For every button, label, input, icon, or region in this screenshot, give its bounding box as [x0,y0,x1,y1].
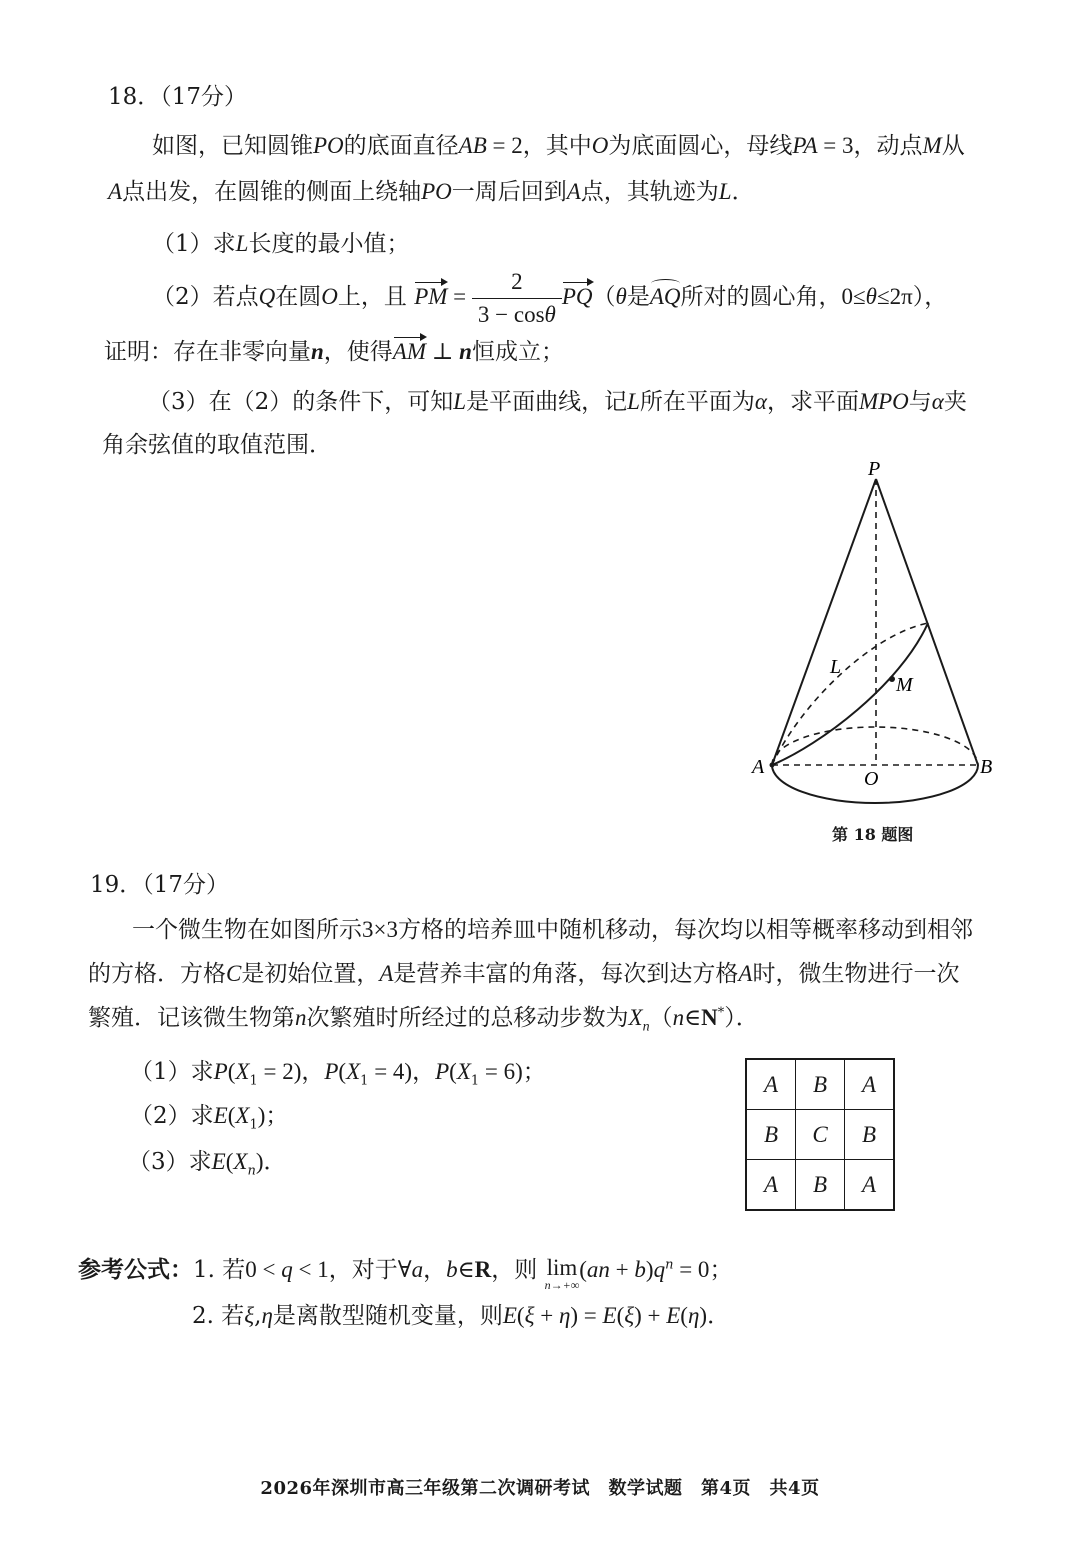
reference-formula-2: 2. 若ξ,η是离散型随机变量，则E(ξ + η) = E(ξ) + E(η)． [192,1303,731,1329]
edge-PB [876,479,978,765]
grid-cell: A [746,1059,796,1110]
q18-part2-line2: 证明：存在非零向量n，使得AM ⊥ n恒成立； [104,339,564,365]
grid-cell: B [796,1059,845,1110]
q18-part2: （2）若点Q在圆O上，且 PM = $\frac{2}{3 - \cos\theta}$ PQ（θ是AQ所对的圆心角，0≤θ≤2π）， [152,269,948,327]
q19-part2: （2）求$E(X_1)$； [130,1103,289,1133]
q19-stem-line3: 繁殖．记该微生物第n次繁殖时所经过的总移动步数为$X_n(n\in N^*)$． [88,1005,759,1035]
reference-formula-1: 参考公式：1. 若0 < q < 1，对于∀a，b∈R，则 lim n→+∞ $(an + b)q^n = 0$； [78,1255,733,1292]
label-P: P [868,458,881,480]
q19-stem-line1: 一个微生物在如图所示3×3方格的培养皿中随机移动，每次均以相等概率移动到相邻 [132,917,973,943]
grid-cell: A [845,1059,895,1110]
base-back-arc [772,727,978,765]
label-L: L [830,656,842,678]
cone-figure [740,455,1010,815]
grid-cell: C [796,1110,845,1160]
q18-part3: （3）在（2）的条件下，可知L是平面曲线，记L所在平面为α，求平面MPO与α夹 [148,389,967,415]
edge-PA [772,479,876,765]
q18-stem-line2: A点出发，在圆锥的侧面上绕轴PO一周后回到A点，其轨迹为L． [108,179,755,205]
q19-stem-line2: 的方格．方格C是初始位置，A是营养丰富的角落，每次到达方格A时，微生物进行一次 [88,961,960,987]
grid-cell: B [845,1110,895,1160]
q18-part1: （1）求L长度的最小值； [152,231,410,257]
label-O: O [864,768,879,790]
q18-header: 18．（17分） [108,84,248,110]
grid-cell: B [796,1160,845,1211]
q19-header: 19．（17分） [90,872,230,898]
q18-part3-line2: 角余弦值的取值范围． [102,432,332,458]
label-M: M [896,674,913,696]
grid-cell: A [746,1160,796,1211]
label-B: B [980,756,993,778]
grid-cell: B [746,1110,796,1160]
figure-caption: 第 18 题图 [832,825,914,844]
point-M [889,676,895,682]
label-A: A [752,756,765,778]
q19-part3: （3）求$E(X_n)$． [128,1149,287,1179]
reference-title: 参考公式： [78,1256,193,1283]
grid-cell: A [845,1160,895,1211]
petri-grid [745,1058,895,1211]
q18-stem-line1: 如图，已知圆锥PO的底面直径AB = 2，其中O为底面圆心，母线PA = 3，动点M从 [152,133,965,159]
q19-part1: （1）求$P(X_1 = 2)$，$P(X_1 = 4)$，$P(X_1 = 6)$； [130,1059,546,1089]
point-A [770,763,775,768]
page-footer: 2026年深圳市高三年级第二次调研考试 数学试题 第4页 共4页 [260,1478,820,1499]
